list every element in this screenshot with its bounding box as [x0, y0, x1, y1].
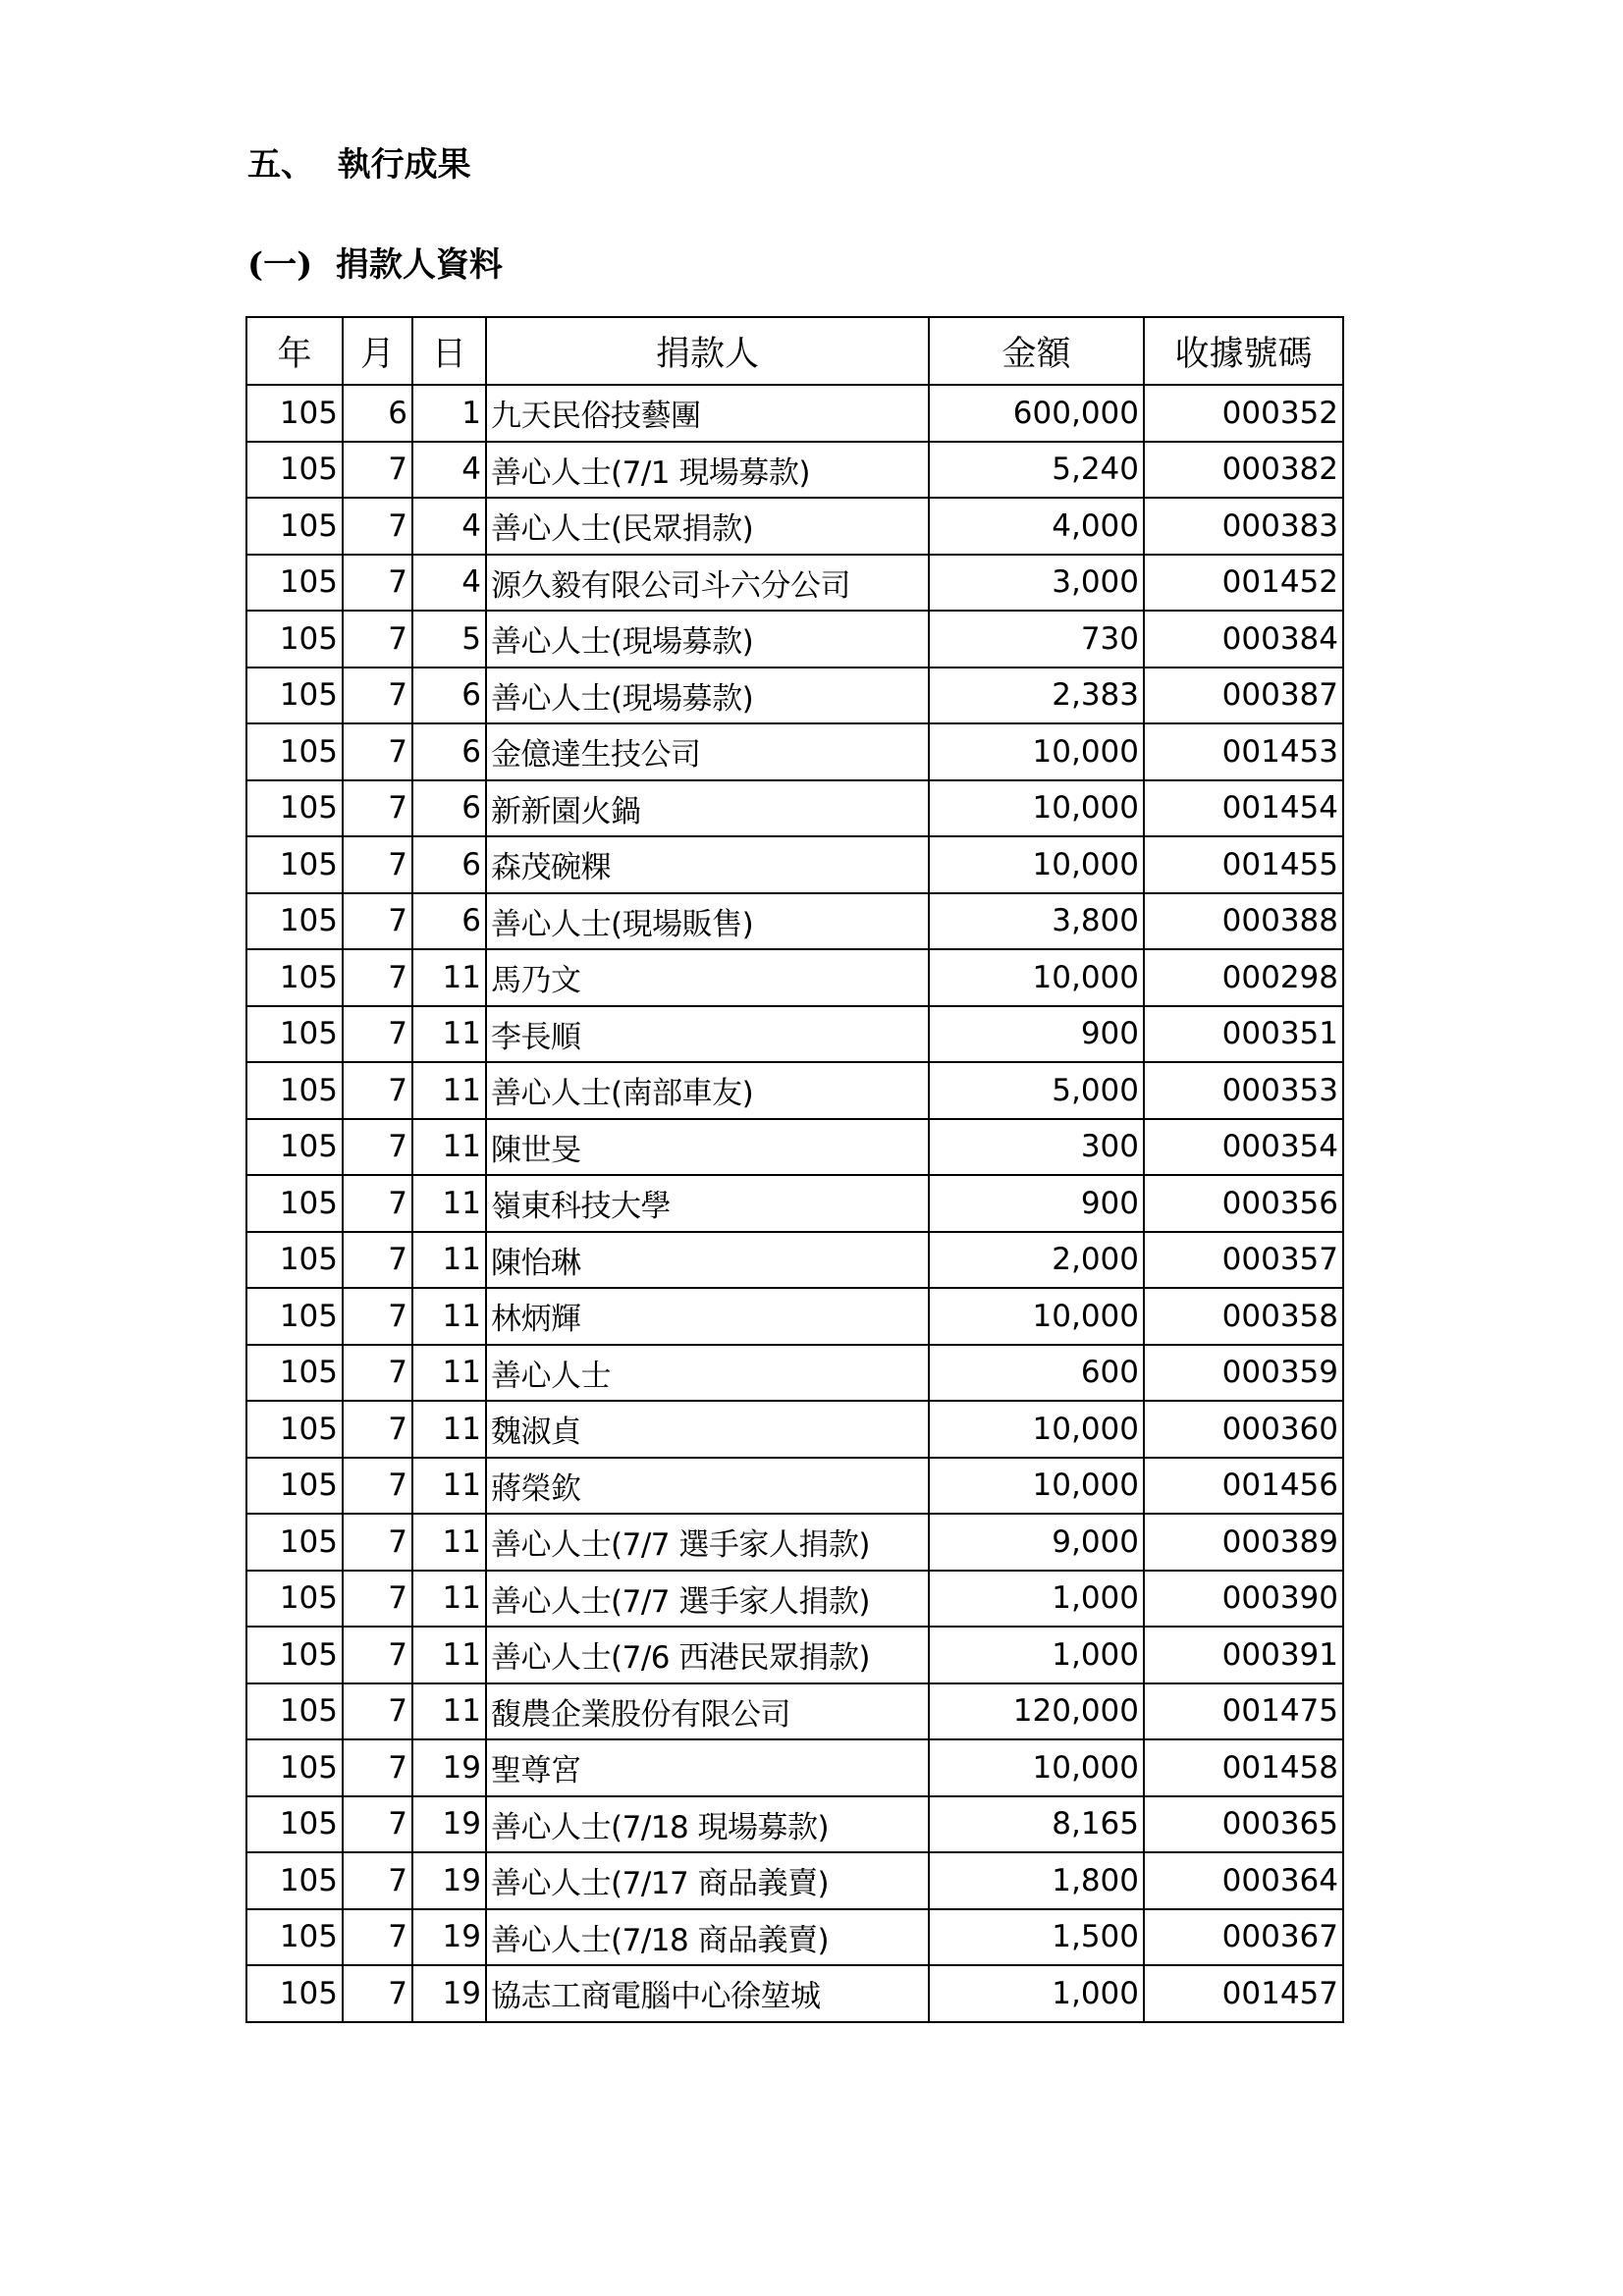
- donor-name-cell: 嶺東科技大學: [486, 1175, 929, 1232]
- year-cell: 105: [246, 1683, 343, 1740]
- table-row: [246, 1288, 1343, 1345]
- day-cell: 6: [412, 780, 486, 837]
- table-row: [246, 1852, 1343, 1909]
- donor-name-cell: 陳怡琳: [486, 1232, 929, 1289]
- year-cell: 105: [246, 1796, 343, 1853]
- day-cell: 11: [412, 949, 486, 1006]
- year-cell: 105: [246, 1119, 343, 1176]
- receipt-number-cell: 000351: [1144, 1006, 1343, 1063]
- year-cell: 105: [246, 611, 343, 667]
- month-cell: 7: [343, 1232, 412, 1289]
- year-cell: 105: [246, 723, 343, 780]
- receipt-number-cell: 001455: [1144, 836, 1343, 893]
- table-row: [246, 893, 1343, 950]
- year-cell: 105: [246, 555, 343, 612]
- receipt-number-cell: 000367: [1144, 1909, 1343, 1966]
- table-row: [246, 611, 1343, 667]
- amount-cell: 1,500: [929, 1909, 1144, 1966]
- table-row: [246, 1345, 1343, 1402]
- day-cell: 4: [412, 498, 486, 555]
- year-cell: 105: [246, 1345, 343, 1402]
- year-cell: 105: [246, 1006, 343, 1063]
- receipt-number-cell: 000353: [1144, 1062, 1343, 1119]
- donor-name-cell: 聖尊宮: [486, 1739, 929, 1796]
- year-cell: 105: [246, 498, 343, 555]
- year-cell: 105: [246, 1739, 343, 1796]
- month-cell: 7: [343, 1739, 412, 1796]
- amount-cell: 5,240: [929, 442, 1144, 499]
- amount-cell: 120,000: [929, 1683, 1144, 1740]
- month-cell: 7: [343, 1514, 412, 1571]
- receipt-number-cell: 001456: [1144, 1458, 1343, 1515]
- table-row: [246, 1119, 1343, 1176]
- table-row: [246, 1175, 1343, 1232]
- month-cell: 7: [343, 1796, 412, 1853]
- donor-name-cell: 源久毅有限公司斗六分公司: [486, 555, 929, 612]
- month-cell: 7: [343, 1627, 412, 1683]
- amount-cell: 900: [929, 1175, 1144, 1232]
- table-row: [246, 442, 1343, 499]
- receipt-number-cell: 000390: [1144, 1571, 1343, 1628]
- amount-cell: 3,800: [929, 893, 1144, 950]
- day-cell: 11: [412, 1288, 486, 1345]
- day-cell: 11: [412, 1119, 486, 1176]
- receipt-number-cell: 000384: [1144, 611, 1343, 667]
- donor-name-cell: 馬乃文: [486, 949, 929, 1006]
- year-cell: 105: [246, 442, 343, 499]
- amount-cell: 10,000: [929, 949, 1144, 1006]
- amount-cell: 5,000: [929, 1062, 1144, 1119]
- month-cell: 7: [343, 611, 412, 667]
- table-row: [246, 1458, 1343, 1515]
- donor-name-cell: 李長順: [486, 1006, 929, 1063]
- day-cell: 6: [412, 893, 486, 950]
- month-cell: 7: [343, 1458, 412, 1515]
- donor-name-cell: 善心人士(7/7 選手家人捐款): [486, 1571, 929, 1628]
- receipt-number-cell: 000365: [1144, 1796, 1343, 1853]
- year-cell: 105: [246, 1062, 343, 1119]
- day-cell: 11: [412, 1627, 486, 1683]
- month-cell: 7: [343, 498, 412, 555]
- year-cell: 105: [246, 780, 343, 837]
- table-row: [246, 1232, 1343, 1289]
- receipt-number-cell: 001458: [1144, 1739, 1343, 1796]
- month-cell: 7: [343, 1062, 412, 1119]
- table-row: [246, 1401, 1343, 1458]
- amount-cell: 1,000: [929, 1627, 1144, 1683]
- receipt-number-cell: 000358: [1144, 1288, 1343, 1345]
- amount-cell: 10,000: [929, 836, 1144, 893]
- donor-name-cell: 陳世旻: [486, 1119, 929, 1176]
- receipt-number-cell: 001452: [1144, 555, 1343, 612]
- donor-name-cell: 協志工商電腦中心徐堃城: [486, 1965, 929, 2022]
- table-row: [246, 1683, 1343, 1740]
- day-cell: 11: [412, 1514, 486, 1571]
- amount-cell: 8,165: [929, 1796, 1144, 1853]
- table-row: [246, 498, 1343, 555]
- year-cell: 105: [246, 949, 343, 1006]
- amount-cell: 4,000: [929, 498, 1144, 555]
- table-row: [246, 1909, 1343, 1966]
- table-row: [246, 385, 1343, 442]
- month-cell: 7: [343, 1119, 412, 1176]
- day-cell: 19: [412, 1739, 486, 1796]
- receipt-number-cell: 000356: [1144, 1175, 1343, 1232]
- year-cell: 105: [246, 385, 343, 442]
- month-cell: 7: [343, 893, 412, 950]
- receipt-number-cell: 000364: [1144, 1852, 1343, 1909]
- day-cell: 6: [412, 667, 486, 724]
- table-row: [246, 1965, 1343, 2022]
- day-cell: 19: [412, 1909, 486, 1966]
- month-cell: 7: [343, 780, 412, 837]
- year-cell: 105: [246, 893, 343, 950]
- amount-cell: 300: [929, 1119, 1144, 1176]
- amount-cell: 1,800: [929, 1852, 1144, 1909]
- year-cell: 105: [246, 1627, 343, 1683]
- day-cell: 1: [412, 385, 486, 442]
- donor-name-cell: 善心人士(7/7 選手家人捐款): [486, 1514, 929, 1571]
- receipt-number-cell: 000360: [1144, 1401, 1343, 1458]
- header-year: 年: [246, 317, 343, 385]
- header-amount: 金額: [929, 317, 1144, 385]
- month-cell: 7: [343, 1683, 412, 1740]
- donor-name-cell: 善心人士(7/6 西港民眾捐款): [486, 1627, 929, 1683]
- table-row: [246, 723, 1343, 780]
- section-heading: 五、 執行成果: [247, 145, 471, 185]
- donor-name-cell: 蔣榮欽: [486, 1458, 929, 1515]
- amount-cell: 2,000: [929, 1232, 1144, 1289]
- donor-name-cell: 魏淑貞: [486, 1401, 929, 1458]
- day-cell: 11: [412, 1006, 486, 1063]
- receipt-number-cell: 000383: [1144, 498, 1343, 555]
- year-cell: 105: [246, 1232, 343, 1289]
- month-cell: 7: [343, 949, 412, 1006]
- receipt-number-cell: 000382: [1144, 442, 1343, 499]
- year-cell: 105: [246, 1401, 343, 1458]
- donor-table-body: [246, 385, 1343, 2022]
- donor-name-cell: 新新園火鍋: [486, 780, 929, 837]
- donor-name-cell: 善心人士(現場募款): [486, 611, 929, 667]
- table-row: [246, 1514, 1343, 1571]
- day-cell: 4: [412, 442, 486, 499]
- day-cell: 11: [412, 1401, 486, 1458]
- year-cell: 105: [246, 1852, 343, 1909]
- day-cell: 11: [412, 1175, 486, 1232]
- year-cell: 105: [246, 1571, 343, 1628]
- amount-cell: 900: [929, 1006, 1144, 1063]
- donor-name-cell: 馥農企業股份有限公司: [486, 1683, 929, 1740]
- year-cell: 105: [246, 1175, 343, 1232]
- year-cell: 105: [246, 1965, 343, 2022]
- month-cell: 7: [343, 1345, 412, 1402]
- donor-name-cell: 善心人士: [486, 1345, 929, 1402]
- month-cell: 7: [343, 836, 412, 893]
- month-cell: 7: [343, 723, 412, 780]
- table-row: [246, 1006, 1343, 1063]
- amount-cell: 2,383: [929, 667, 1144, 724]
- month-cell: 7: [343, 667, 412, 724]
- table-row: [246, 1627, 1343, 1683]
- header-day: 日: [412, 317, 486, 385]
- month-cell: 7: [343, 442, 412, 499]
- month-cell: 7: [343, 1288, 412, 1345]
- donor-name-cell: 善心人士(民眾捐款): [486, 498, 929, 555]
- donor-name-cell: 森茂碗粿: [486, 836, 929, 893]
- amount-cell: 10,000: [929, 1288, 1144, 1345]
- month-cell: 7: [343, 1006, 412, 1063]
- year-cell: 105: [246, 1458, 343, 1515]
- donor-name-cell: 善心人士(7/18 現場募款): [486, 1796, 929, 1853]
- receipt-number-cell: 000352: [1144, 385, 1343, 442]
- amount-cell: 600,000: [929, 385, 1144, 442]
- subsection-heading: (一) 捐款人資料: [247, 245, 503, 285]
- donor-name-cell: 林炳輝: [486, 1288, 929, 1345]
- header-month: 月: [343, 317, 412, 385]
- header-donor: 捐款人: [486, 317, 929, 385]
- table-row: [246, 949, 1343, 1006]
- day-cell: 11: [412, 1062, 486, 1119]
- month-cell: 7: [343, 1401, 412, 1458]
- table-row: [246, 667, 1343, 724]
- year-cell: 105: [246, 1514, 343, 1571]
- day-cell: 6: [412, 836, 486, 893]
- month-cell: 7: [343, 1571, 412, 1628]
- donor-name-cell: 善心人士(現場募款): [486, 667, 929, 724]
- amount-cell: 9,000: [929, 1514, 1144, 1571]
- amount-cell: 3,000: [929, 555, 1144, 612]
- day-cell: 11: [412, 1458, 486, 1515]
- header-row: [246, 317, 1343, 385]
- receipt-number-cell: 000388: [1144, 893, 1343, 950]
- receipt-number-cell: 000354: [1144, 1119, 1343, 1176]
- receipt-number-cell: 001454: [1144, 780, 1343, 837]
- amount-cell: 10,000: [929, 1739, 1144, 1796]
- day-cell: 11: [412, 1683, 486, 1740]
- receipt-number-cell: 000357: [1144, 1232, 1343, 1289]
- donor-name-cell: 善心人士(7/1 現場募款): [486, 442, 929, 499]
- header-receipt-number: 收據號碼: [1144, 317, 1343, 385]
- amount-cell: 600: [929, 1345, 1144, 1402]
- day-cell: 11: [412, 1345, 486, 1402]
- amount-cell: 10,000: [929, 1458, 1144, 1515]
- day-cell: 19: [412, 1965, 486, 2022]
- table-row: [246, 1796, 1343, 1853]
- receipt-number-cell: 000387: [1144, 667, 1343, 724]
- amount-cell: 730: [929, 611, 1144, 667]
- year-cell: 105: [246, 1288, 343, 1345]
- year-cell: 105: [246, 836, 343, 893]
- receipt-number-cell: 000389: [1144, 1514, 1343, 1571]
- amount-cell: 10,000: [929, 780, 1144, 837]
- day-cell: 11: [412, 1571, 486, 1628]
- donor-name-cell: 九天民俗技藝團: [486, 385, 929, 442]
- day-cell: 4: [412, 555, 486, 612]
- year-cell: 105: [246, 667, 343, 724]
- amount-cell: 10,000: [929, 1401, 1144, 1458]
- donor-table-header: [246, 317, 1343, 385]
- table-row: [246, 1062, 1343, 1119]
- receipt-number-cell: 001453: [1144, 723, 1343, 780]
- receipt-number-cell: 001457: [1144, 1965, 1343, 2022]
- day-cell: 6: [412, 723, 486, 780]
- year-cell: 105: [246, 1909, 343, 1966]
- month-cell: 7: [343, 1852, 412, 1909]
- month-cell: 7: [343, 555, 412, 612]
- receipt-number-cell: 000298: [1144, 949, 1343, 1006]
- month-cell: 7: [343, 1909, 412, 1966]
- donor-name-cell: 善心人士(7/18 商品義賣): [486, 1909, 929, 1966]
- donor-name-cell: 金億達生技公司: [486, 723, 929, 780]
- donor-name-cell: 善心人士(南部車友): [486, 1062, 929, 1119]
- day-cell: 19: [412, 1852, 486, 1909]
- month-cell: 7: [343, 1965, 412, 2022]
- amount-cell: 10,000: [929, 723, 1144, 780]
- table-row: [246, 836, 1343, 893]
- month-cell: 6: [343, 385, 412, 442]
- table-row: [246, 555, 1343, 612]
- amount-cell: 1,000: [929, 1965, 1144, 2022]
- donor-name-cell: 善心人士(7/17 商品義賣): [486, 1852, 929, 1909]
- table-row: [246, 780, 1343, 837]
- day-cell: 11: [412, 1232, 486, 1289]
- table-row: [246, 1571, 1343, 1628]
- table-row: [246, 1739, 1343, 1796]
- day-cell: 19: [412, 1796, 486, 1853]
- donor-table: [245, 316, 1344, 2023]
- receipt-number-cell: 001475: [1144, 1683, 1343, 1740]
- receipt-number-cell: 000391: [1144, 1627, 1343, 1683]
- month-cell: 7: [343, 1175, 412, 1232]
- receipt-number-cell: 000359: [1144, 1345, 1343, 1402]
- day-cell: 5: [412, 611, 486, 667]
- donor-name-cell: 善心人士(現場販售): [486, 893, 929, 950]
- amount-cell: 1,000: [929, 1571, 1144, 1628]
